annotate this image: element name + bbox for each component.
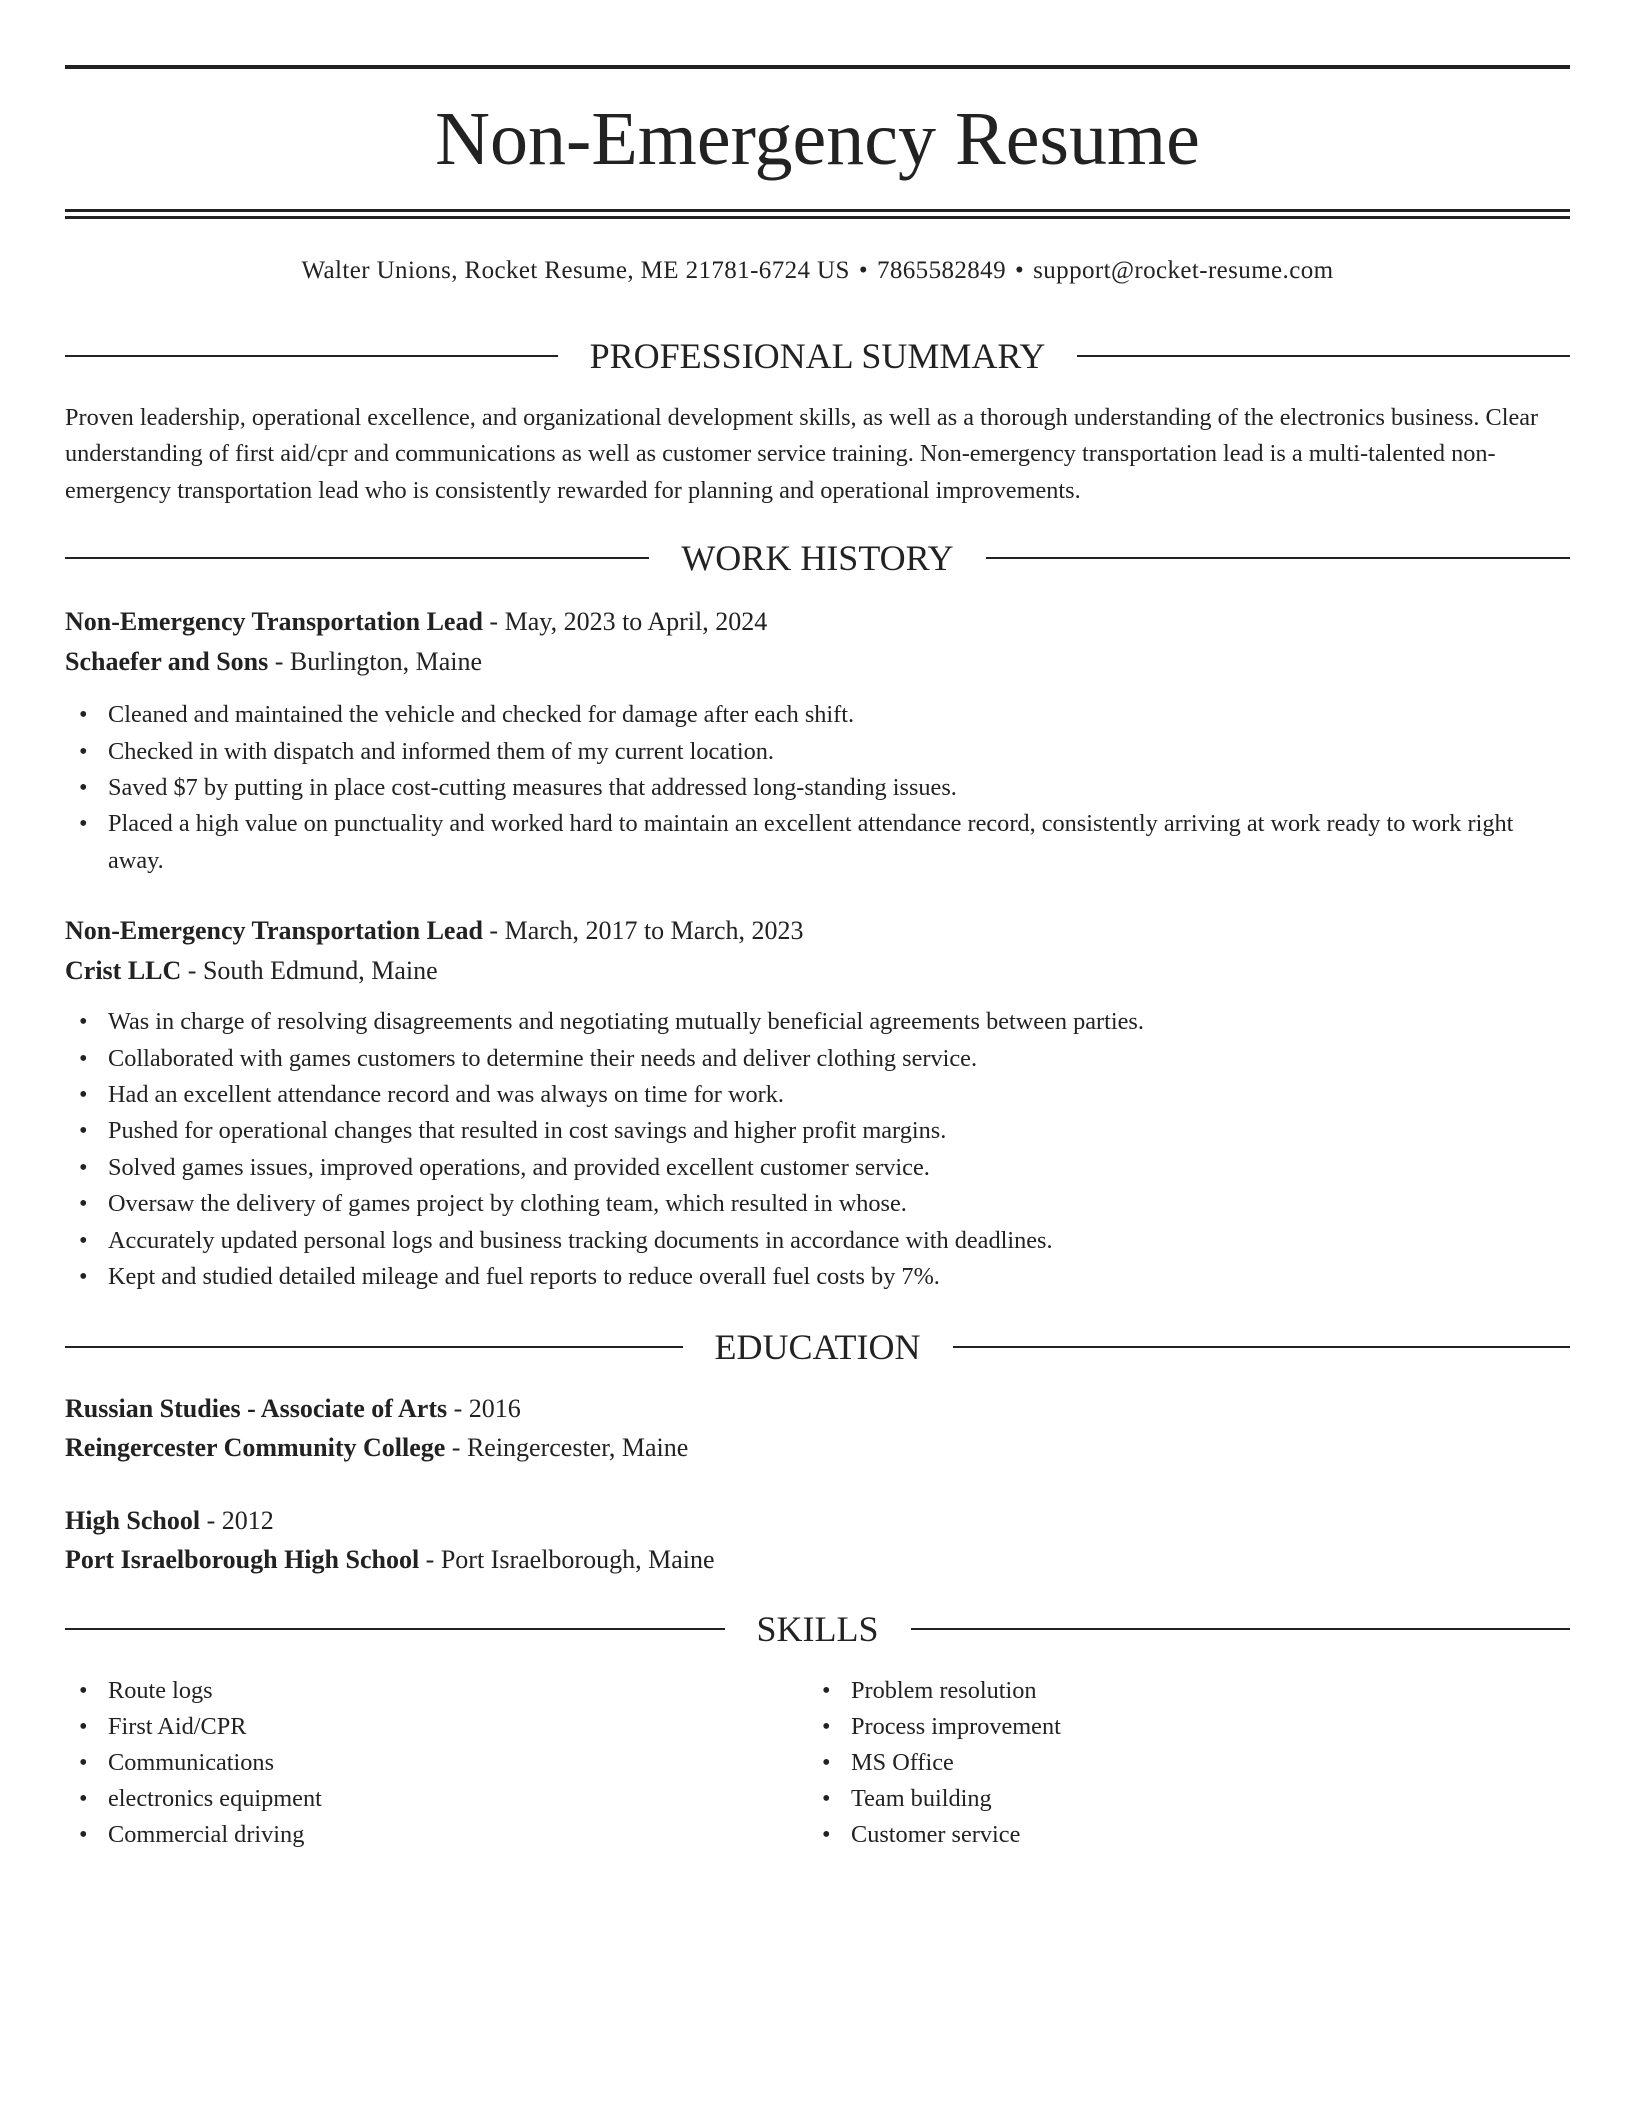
skill-item: • Process improvement xyxy=(808,1709,1570,1745)
contact-phone: 7865582849 xyxy=(876,257,1006,284)
job-entry xyxy=(65,602,1570,879)
section-title-skills: SKILLS xyxy=(756,1608,879,1649)
separator: - xyxy=(181,956,203,986)
heading-rule-right xyxy=(986,557,1570,559)
school-line xyxy=(65,1428,1570,1467)
education-section xyxy=(65,1325,1570,1579)
contact-line xyxy=(65,253,1570,289)
degree-line xyxy=(65,1501,1570,1540)
job-bullet: • Accurately updated personal logs and business tracking documents in accordance with deadlines. xyxy=(65,1223,1570,1259)
job-bullets xyxy=(65,697,1570,879)
section-heading-work xyxy=(65,536,1570,580)
school-name: Port Israelborough High School xyxy=(65,1544,420,1574)
job-bullets xyxy=(65,1004,1570,1295)
job-bullet: • Was in charge of resolving disagreements and negotiating mutually beneficial agreements between parties. xyxy=(65,1004,1570,1040)
skill-item: • First Aid/CPR xyxy=(65,1709,808,1745)
school-location: Reingercester, Maine xyxy=(466,1432,689,1462)
title-double-rule xyxy=(65,209,1570,219)
job-title-line xyxy=(65,602,1570,642)
skill-item: • Team building xyxy=(808,1781,1570,1817)
education-entry xyxy=(65,1389,1570,1467)
separator: - xyxy=(482,607,505,637)
heading-rule-right xyxy=(1077,355,1570,357)
heading-rule-left xyxy=(65,1346,683,1348)
job-title: Non-Emergency Transportation Lead xyxy=(65,607,483,637)
section-heading-education xyxy=(65,1325,1570,1369)
contact-separator: • xyxy=(1014,257,1025,284)
contact-address: Walter Unions, Rocket Resume, ME 21781-6724 US xyxy=(301,257,850,284)
skills-column-right xyxy=(808,1673,1570,1854)
section-heading-skills xyxy=(65,1607,1570,1651)
contact-separator: • xyxy=(858,257,868,284)
job-bullet: • Collaborated with games customers to determine their needs and deliver clothing service. xyxy=(65,1041,1570,1077)
job-location: Burlington, Maine xyxy=(289,647,482,677)
skill-item: • Customer service xyxy=(808,1817,1570,1853)
separator: - xyxy=(447,1393,469,1423)
skill-item: • Communications xyxy=(65,1745,808,1781)
job-company-line xyxy=(65,642,1570,682)
heading-rule-left xyxy=(65,355,558,357)
summary-text: Proven leadership, operational excellence, and organizational development skills, as well as a thorough understanding of the electronics business. Clear understanding of first aid/cpr and communications as well as customer service training. Non-emergency transportation lead is a multi-talented non-emergency transportation lead who is consistently rewarded for planning and operational improvements. xyxy=(65,404,1539,504)
job-dates: May, 2023 to April, 2024 xyxy=(504,607,768,637)
resume-title: Non-Emergency Resume xyxy=(435,97,1200,181)
professional-summary-section xyxy=(65,334,1570,509)
job-bullet: • Oversaw the delivery of games project by clothing team, which resulted in whose. xyxy=(65,1186,1570,1222)
school-location: Port Israelborough, Maine xyxy=(440,1544,715,1574)
job-company: Schaefer and Sons xyxy=(65,647,269,677)
job-bullet: • Kept and studied detailed mileage and fuel reports to reduce overall fuel costs by 7%. xyxy=(65,1259,1570,1295)
job-title: Non-Emergency Transportation Lead xyxy=(65,916,483,946)
job-company-line xyxy=(65,951,1570,991)
heading-rule-right xyxy=(911,1628,1571,1630)
heading-rule-left xyxy=(65,1628,725,1630)
job-dates: March, 2017 to March, 2023 xyxy=(504,916,804,946)
graduation-year: 2016 xyxy=(468,1393,521,1423)
separator: - xyxy=(482,916,505,946)
skill-item: • electronics equipment xyxy=(65,1781,808,1817)
job-location: South Edmund, Maine xyxy=(202,956,438,986)
skills-grid xyxy=(65,1673,1570,1854)
job-entry xyxy=(65,911,1570,1295)
contact-email: support@rocket-resume.com xyxy=(1033,257,1334,284)
degree: Russian Studies - Associate of Arts xyxy=(65,1393,448,1423)
separator: - xyxy=(268,647,290,677)
job-bullet: • Had an excellent attendance record and was always on time for work. xyxy=(65,1077,1570,1113)
job-bullet: • Pushed for operational changes that resulted in cost savings and higher profit margins. xyxy=(65,1113,1570,1149)
skill-item: • Route logs xyxy=(65,1673,808,1709)
skill-item: • MS Office xyxy=(808,1745,1570,1781)
job-bullet: • Cleaned and maintained the vehicle and checked for damage after each shift. xyxy=(65,697,1570,733)
heading-rule-right xyxy=(953,1346,1571,1348)
degree: High School xyxy=(65,1505,201,1535)
job-bullet: • Saved $7 by putting in place cost-cutting measures that addressed long-standing issues. xyxy=(65,770,1570,806)
skills-column-left xyxy=(65,1673,808,1854)
job-title-line xyxy=(65,911,1570,951)
section-heading-summary xyxy=(65,334,1570,378)
job-bullet: • Solved games issues, improved operations, and provided excellent customer service. xyxy=(65,1150,1570,1186)
education-entry xyxy=(65,1501,1570,1579)
section-title-work: WORK HISTORY xyxy=(681,538,954,579)
school-name: Reingercester Community College xyxy=(65,1432,446,1462)
skill-item: • Commercial driving xyxy=(65,1817,808,1853)
job-bullet: • Checked in with dispatch and informed them of my current location. xyxy=(65,734,1570,770)
separator: - xyxy=(419,1544,441,1574)
heading-rule-left xyxy=(65,557,649,559)
section-title-education: EDUCATION xyxy=(714,1326,921,1367)
top-rule xyxy=(65,65,1570,69)
job-bullet: • Placed a high value on punctuality and worked hard to maintain an excellent attendance record, consistently arriving at work ready to work right away. xyxy=(65,806,1570,879)
separator: - xyxy=(445,1432,467,1462)
graduation-year: 2012 xyxy=(221,1505,274,1535)
skills-section xyxy=(65,1607,1570,1854)
skill-item: • Problem resolution xyxy=(808,1673,1570,1709)
degree-line xyxy=(65,1389,1570,1428)
work-history-section xyxy=(65,536,1570,1295)
school-line xyxy=(65,1540,1570,1579)
job-company: Crist LLC xyxy=(65,956,182,986)
section-title-summary: PROFESSIONAL SUMMARY xyxy=(589,336,1046,376)
separator: - xyxy=(200,1505,222,1535)
